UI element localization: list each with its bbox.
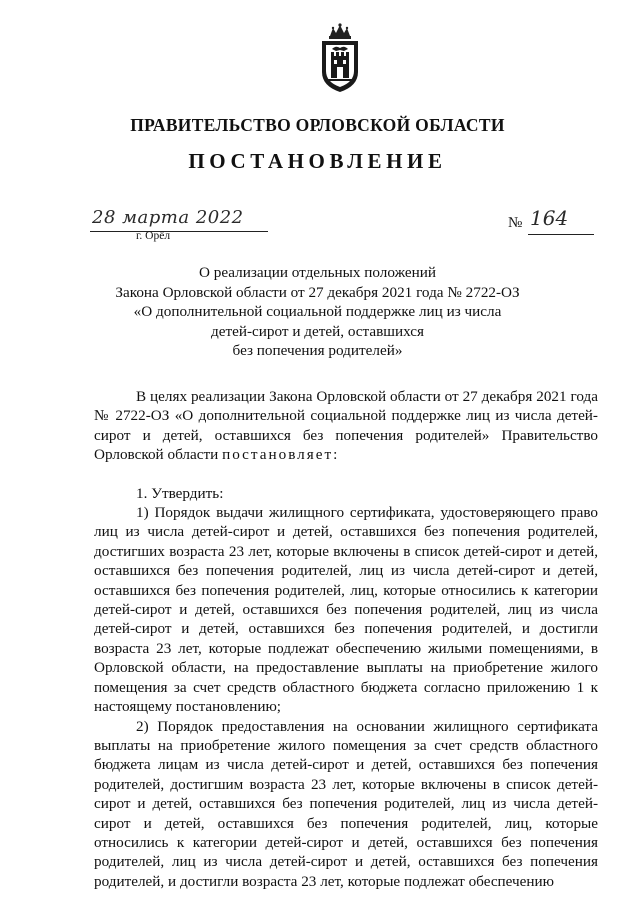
preamble-verb: постановляет (222, 446, 334, 464)
number-sign: № (508, 215, 523, 231)
document-body (94, 387, 598, 891)
document-number-field (508, 206, 598, 236)
item-1-heading: 1. Утвердить: (136, 484, 224, 502)
subject-line: без попечения родителей» (232, 342, 403, 359)
preamble-text: В целях реализации Закона Орловской области от 27 декабря 2021 года № 2722-ОЗ «О дополнительной социальной поддержке лиц из числа детей-сирот и детей, оставшихся без попечения родителей» Правительство Орловской области (94, 388, 598, 464)
paragraph-gap (94, 465, 598, 484)
item-1-1-paragraph: 1) Порядок выдачи жилищного сертификата, удостоверяющего право лиц из числа детей-сирот и детей, оставшихся без попечения родителей, достигших возраста 23 лет, которые включены в список детей-сирот и детей, оставшихся без попечения родителей, лиц из числа детей-сирот и детей, оставшихся без попечения родителей, лиц, которые относились к категории детей-сирот и детей, оставшихся без попечения родителей, лиц из числа детей-сирот и детей, оставшихся без попечения родителей, и достигли возраста 23 лет, которые подлежат обеспечению жилыми помещениями, в Орловской области, на предоставление выплаты на приобретение жилого помещения за счет средств областного бюджета согласно приложению 1 к настоящему постановлению; (94, 504, 598, 716)
document-type-title: ПОСТАНОВЛЕНИЕ (188, 149, 447, 173)
subject-line: «О дополнительной социальной поддержке лиц из числа (133, 303, 502, 320)
handwritten-number: 164 (530, 206, 569, 230)
date-field (90, 209, 270, 235)
document-subject (0, 263, 635, 361)
city-label: г. Орёл (136, 230, 171, 242)
coat-of-arms-icon (316, 22, 364, 94)
subject-line: Закона Орловской области от 27 декабря 2021 года № 2722-ОЗ (115, 283, 520, 301)
handwritten-date: 28 марта 2022 (92, 207, 244, 228)
subject-line: О реализации отдельных положений (198, 264, 437, 281)
preamble-paragraph (94, 387, 598, 465)
item-1-2-paragraph: 2) Порядок предоставления на основании жилищного сертификата выплаты на приобретение жилого помещения за счет средств областного бюджета лицам из числа детей-сирот и детей, оставшихся без попечения родителей, достигшим возраста 23 лет, которые включены в список детей-сирот и детей, оставшихся без попечения родителей, лиц из числа детей-сирот и детей, оставшихся без попечения родителей, лиц, которые относились к категории детей-сирот и детей, оставшихся без попечения родителей, лиц из числа детей-сирот и детей, оставшихся без попечения родителей, и достигли возраста 23 лет, которые подлежат обеспечению (94, 717, 598, 890)
subject-line: детей-сирот и детей, оставшихся (211, 322, 424, 340)
organization-title: ПРАВИТЕЛЬСТВО ОРЛОВСКОЙ ОБЛАСТИ (130, 115, 505, 135)
preamble-end: : (333, 446, 338, 464)
number-underline (528, 234, 594, 235)
date-underline (90, 231, 268, 232)
